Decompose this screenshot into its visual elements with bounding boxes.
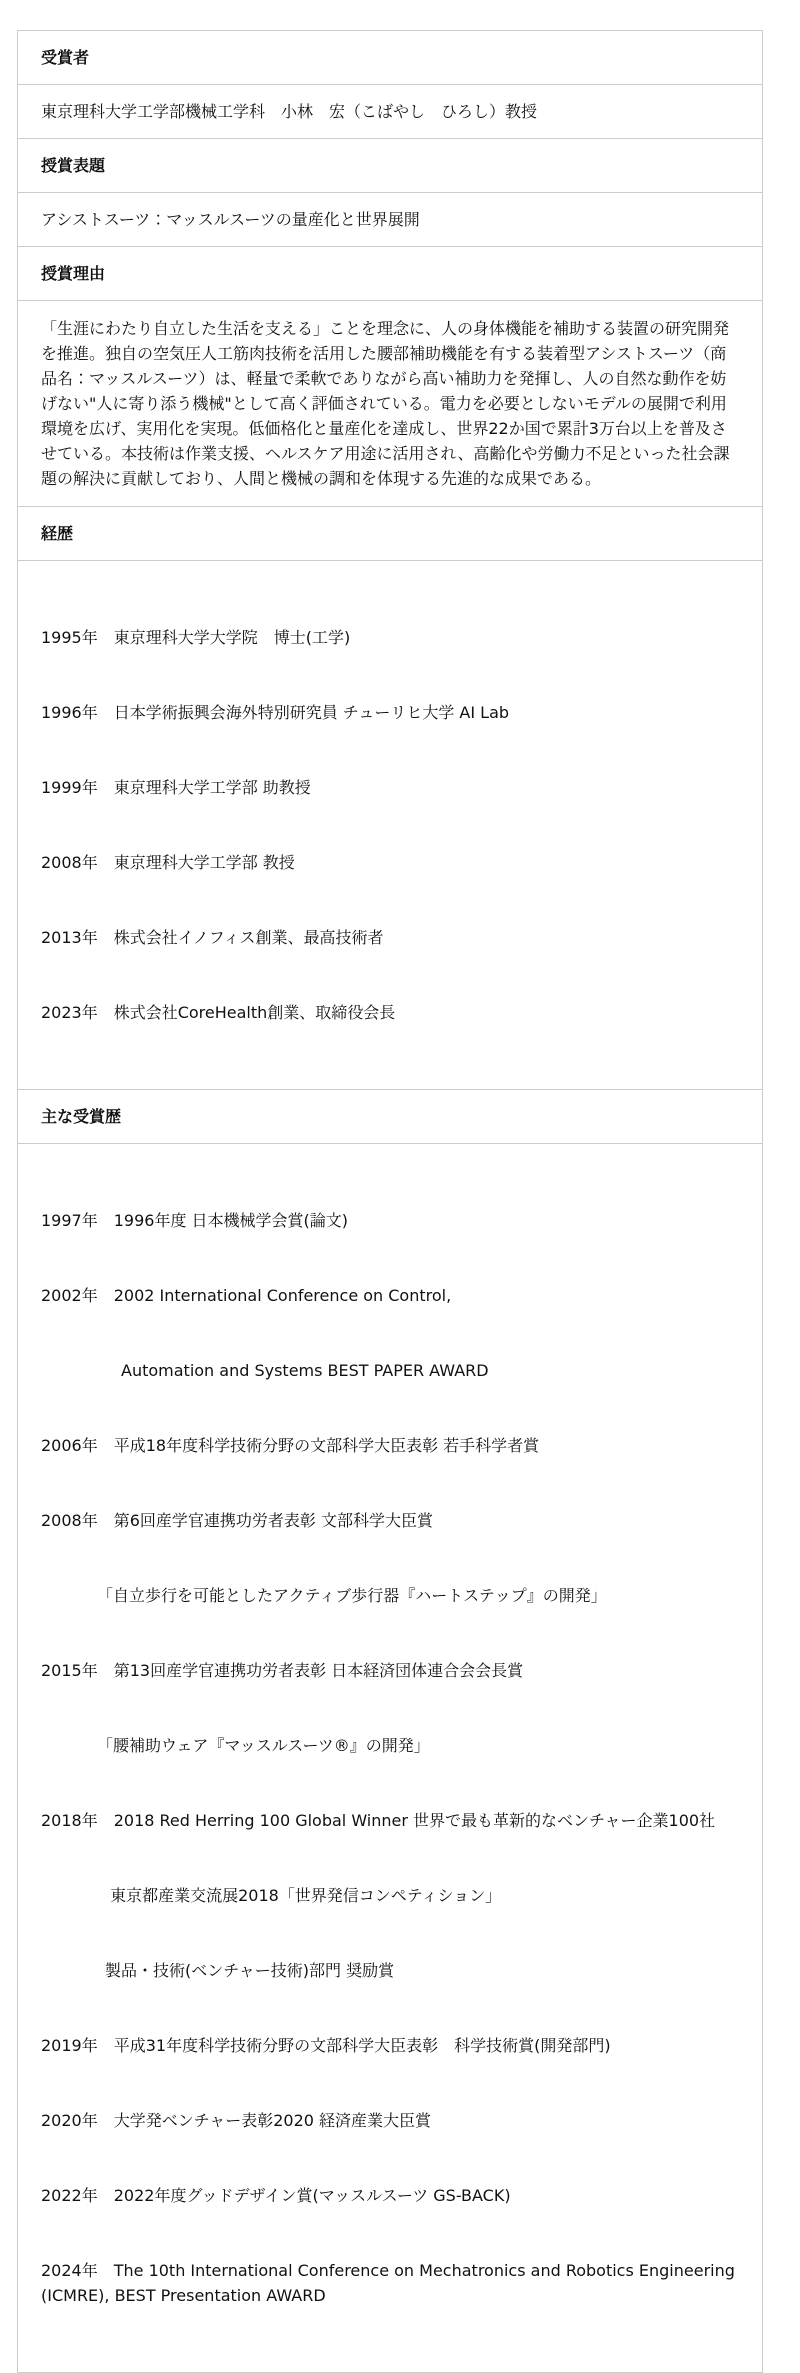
award-line: 2002年 2002 International Conference on Control, xyxy=(41,1286,452,1305)
award-line: 東京都産業交流展2018「世界発信コンペティション」 xyxy=(41,1886,502,1905)
section-header-awardee: 受賞者 xyxy=(18,31,762,85)
award-line: 2020年 大学発ベンチャー表彰2020 経済産業大臣賞 xyxy=(41,2111,432,2130)
award-line: 1997年 1996年度 日本機械学会賞(論文) xyxy=(41,1211,349,1230)
career-line: 1996年 日本学術振興会海外特別研究員 チューリヒ大学 AI Lab xyxy=(41,703,510,722)
award-line: 製品・技術(ベンチャー技術)部門 奨励賞 xyxy=(41,1961,395,1980)
award-title-value: アシストスーツ：マッスルスーツの量産化と世界展開 xyxy=(18,193,762,247)
section-header-career: 経歴 xyxy=(18,507,762,561)
awardee-value: 東京理科大学工学部機械工学科 小林 宏（こばやし ひろし）教授 xyxy=(18,85,762,139)
career-history-list xyxy=(18,561,762,1090)
award-line: 2022年 2022年度グッドデザイン賞(マッスルスーツ GS-BACK) xyxy=(41,2186,511,2205)
award-line: 2008年 第6回産学官連携功労者表彰 文部科学大臣賞 xyxy=(41,1511,433,1530)
award-line: 2006年 平成18年度科学技術分野の文部科学大臣表彰 若手科学者賞 xyxy=(41,1436,540,1455)
section-header-award-title: 授賞表題 xyxy=(18,139,762,193)
career-line: 2008年 東京理科大学工学部 教授 xyxy=(41,853,295,872)
section-header-major-awards: 主な受賞歴 xyxy=(18,1090,762,1144)
award-line: 2018年 2018 Red Herring 100 Global Winner 世界で最も革新的なベンチャー企業100社 xyxy=(41,1811,716,1830)
award-line: 2019年 平成31年度科学技術分野の文部科学大臣表彰 科学技術賞(開発部門) xyxy=(41,2036,611,2055)
award-line: 「腰補助ウェア『マッスルスーツ®』の開発」 xyxy=(41,1736,430,1755)
award-line: 2024年 The 10th International Conference on Mechatronics and Robotics Engineering (ICMRE), BEST Presentation AWARD xyxy=(41,2261,740,2305)
career-line: 1999年 東京理科大学工学部 助教授 xyxy=(41,778,311,797)
award-info-table xyxy=(17,30,763,2373)
career-line: 2023年 株式会社CoreHealth創業、取締役会長 xyxy=(41,1003,396,1022)
career-line: 2013年 株式会社イノフィス創業、最高技術者 xyxy=(41,928,384,947)
award-reason-paragraph: 「生涯にわたり自立した生活を支える」ことを理念に、人の身体機能を補助する装置の研究開発を推進。独自の空気圧人工筋肉技術を活用した腰部補助機能を有する装着型アシストスーツ（商品名：マッスルスーツ）は、軽量で柔軟でありながら高い補助力を発揮し、人の自然な動作を妨げない"人に寄り添う機械"として高く評価されている。電力を必要としないモデルの展開で利用環境を広げ、実用化を実現。低価格化と量産化を達成し、世界22か国で累計3万台以上を普及させている。本技術は作業支援、ヘルスケア用途に活用され、高齢化や労働力不足といった社会課題の解決に貢献しており、人間と機械の調和を体現する先進的な成果である。 xyxy=(18,301,762,507)
award-line: 「自立歩行を可能としたアクティブ歩行器『ハートステップ』の開発」 xyxy=(41,1586,607,1605)
major-awards-list xyxy=(18,1144,762,2372)
career-line: 1995年 東京理科大学大学院 博士(工学) xyxy=(41,628,351,647)
award-line: 2015年 第13回産学官連携功労者表彰 日本経済団体連合会会長賞 xyxy=(41,1661,524,1680)
award-line: Automation and Systems BEST PAPER AWARD xyxy=(41,1361,489,1380)
section-header-award-reason: 授賞理由 xyxy=(18,247,762,301)
